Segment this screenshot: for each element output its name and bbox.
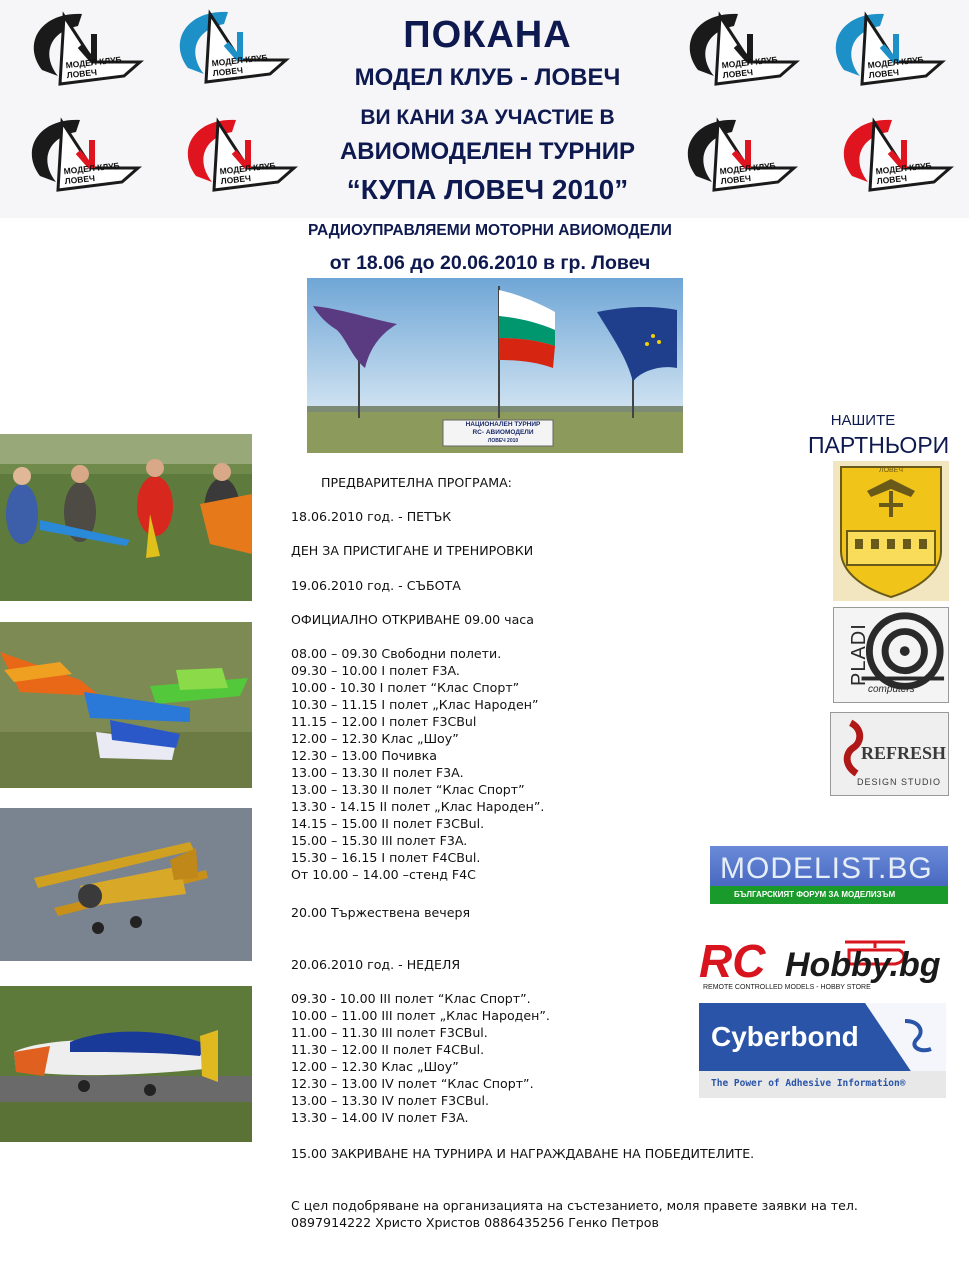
contact-line-1: С цел подобряване на организацията на състезанието, моля правете заявки на тел. <box>291 1198 858 1213</box>
logo-label-1: МОДЕЛ КЛУБ <box>219 160 277 177</box>
schedule-item: 15.00 – 15.30 III полет F3A. <box>291 833 468 848</box>
schedule-item: 13.00 – 13.30 II полет “Клас Спорт” <box>291 782 525 797</box>
invite-line: ВИ КАНИ ЗА УЧАСТИЕ В <box>360 106 615 129</box>
schedule-item: 13.30 - 14.15 II полет „Клас Народен”. <box>291 799 545 814</box>
modelist-sub: БЪЛГАРСКИЯТ ФОРУМ ЗА МОДЕЛИЗЪМ <box>734 890 896 899</box>
logo-label-2: ЛОВЕЧ <box>876 173 908 187</box>
event-name: АВИОМОДЕЛЕН ТУРНИР <box>339 138 636 165</box>
cyberbond-logo <box>699 1003 946 1098</box>
cup-name: “КУПА ЛОВЕЧ 2010” <box>346 174 629 205</box>
day3-schedule <box>291 990 550 1126</box>
logo-label-2: ЛОВЕЧ <box>868 67 900 81</box>
pladi-sub: computers <box>868 684 915 695</box>
schedule-item: 08.00 – 09.30 Свободни полети. <box>291 646 502 661</box>
cyberbond-name: Cyberbond <box>711 1021 859 1052</box>
schedule-item: 12.30 – 13.00 IV полет “Клас Спорт”. <box>291 1076 534 1091</box>
schedule-item: От 10.00 – 14.00 –стенд F4C <box>291 867 476 882</box>
club-name: МОДЕЛ КЛУБ - ЛОВЕЧ <box>354 64 621 91</box>
schedule-item: 10.00 – 11.00 III полет „Клас Народен”. <box>291 1008 550 1023</box>
contact-line-2: 0897914222 Христо Христов 0886435256 Генко Петров <box>291 1215 659 1230</box>
logo-label-1: МОДЕЛ КЛУБ <box>867 54 925 71</box>
warbird-photo <box>0 986 252 1142</box>
invitation-title: ПОКАНА <box>403 14 572 56</box>
partners-heading-1: НАШИТЕ <box>830 412 896 429</box>
club-logo-red-1 <box>174 110 302 210</box>
sign-line-3: ЛОВЕЧ 2010 <box>487 438 519 444</box>
schedule-item: 11.00 – 11.30 III полет F3CBul. <box>291 1025 488 1040</box>
schedule-item: 10.30 – 11.15 I полет „Клас Народен” <box>291 697 539 712</box>
schedule-item: 09.30 – 10.00 I полет F3A. <box>291 663 460 678</box>
logo-label-2: ЛОВЕЧ <box>212 65 244 79</box>
lovech-label: ЛОВЕЧ <box>878 467 904 474</box>
logo-label-1: МОДЕЛ КЛУБ <box>65 54 123 71</box>
logo-label-2: ЛОВЕЧ <box>64 173 96 187</box>
club-logo-blue-2 <box>822 4 950 104</box>
sign-line-1: НАЦИОНАЛЕН ТУРНИР <box>465 421 541 428</box>
schedule-item: 13.00 – 13.30 IV полет F3CBul. <box>291 1093 489 1108</box>
logo-label-2: ЛОВЕЧ <box>720 173 752 187</box>
logo-label-1: МОДЕЛ КЛУБ <box>211 52 269 69</box>
cyberbond-tag: The Power of Adhesive Information® <box>711 1078 906 1089</box>
logo-label-1: МОДЕЛ КЛУБ <box>719 160 777 177</box>
event-subtitle: РАДИОУПРАВЛЯЕМИ МОТОРНИ АВИОМОДЕЛИ <box>308 222 672 239</box>
rchobby-rest: Hobby.bg <box>785 946 941 984</box>
biplane-photo <box>0 808 252 961</box>
day2-title: 19.06.2010 год. - СЪБОТА <box>291 578 461 593</box>
day1-title: 18.06.2010 год. - ПЕТЪК <box>291 509 452 524</box>
refresh-sub: DESIGN STUDIO <box>857 777 942 787</box>
club-logo-black-red-1 <box>18 110 146 210</box>
schedule-item: 12.30 – 13.00 Почивка <box>291 748 437 763</box>
schedule-item: 13.30 – 14.00 IV полет F3A. <box>291 1110 469 1125</box>
partners-heading-2: ПАРТНЬОРИ <box>808 432 950 458</box>
club-logo-black-1 <box>20 4 148 104</box>
schedule-item: 10.00 - 10.30 I полет “Клас Спорт” <box>291 680 520 695</box>
club-logo-black-red-2 <box>674 110 802 210</box>
modelist-logo <box>710 846 948 904</box>
closing-ceremony: 15.00 ЗАКРИВАНЕ НА ТУРНИРА И НАГРАЖДАВАНЕ НА ПОБЕДИТЕЛИТЕ. <box>291 1146 755 1161</box>
logo-label-2: ЛОВЕЧ <box>722 67 754 81</box>
day2-opening: ОФИЦИАЛНО ОТКРИВАНЕ 09.00 часа <box>291 612 534 627</box>
day1-text: ДЕН ЗА ПРИСТИГАНЕ И ТРЕНИРОВКИ <box>291 543 534 558</box>
schedule-item: 14.15 – 15.00 II полет F3CBul. <box>291 816 485 831</box>
schedule-item: 12.00 – 12.30 Клас „Шоу” <box>291 731 459 746</box>
pladi-logo <box>833 607 949 703</box>
schedule-item: 12.00 – 12.30 Клас „Шоу” <box>291 1059 459 1074</box>
logo-label-2: ЛОВЕЧ <box>66 67 98 81</box>
logo-label-2: ЛОВЕЧ <box>220 173 252 187</box>
program-heading: ПРЕДВАРИТЕЛНА ПРОГРАМА: <box>321 475 512 490</box>
club-logo-blue-1 <box>166 2 294 102</box>
schedule-item: 11.30 – 12.00 II полет F4CBul. <box>291 1042 485 1057</box>
logo-label-1: МОДЕЛ КЛУБ <box>875 160 933 177</box>
rchobby-rc: RC <box>699 935 766 987</box>
refresh-name: REFRESH <box>861 743 947 763</box>
schedule-item: 11.15 – 12.00 I полет F3CBul <box>291 714 477 729</box>
dinner: 20.00 Тържествена вечеря <box>291 905 471 920</box>
logo-label-1: МОДЕЛ КЛУБ <box>721 54 779 71</box>
lovech-coat-of-arms <box>833 461 949 601</box>
schedule-item: 09.30 - 10.00 III полет “Клас Спорт”. <box>291 991 531 1006</box>
pilots-photo <box>0 434 252 601</box>
event-dates: от 18.06 до 20.06.2010 в гр. Ловеч <box>329 252 651 274</box>
club-logo-black-2 <box>676 4 804 104</box>
rchobby-logo <box>699 932 955 996</box>
pladi-name: PLADI <box>848 623 870 686</box>
modelist-name: MODELIST.BG <box>720 852 933 885</box>
flags-photo <box>307 278 683 453</box>
schedule-item: 13.00 – 13.30 II полет F3A. <box>291 765 464 780</box>
club-logo-red-2 <box>830 110 958 210</box>
schedule-item: 15.30 – 16.15 I полет F4CBul. <box>291 850 481 865</box>
refresh-logo <box>830 712 949 796</box>
logo-label-1: МОДЕЛ КЛУБ <box>63 160 121 177</box>
sign-line-2: RC- АВИОМОДЕЛИ <box>472 429 534 436</box>
rchobby-sub: REMOTE CONTROLLED MODELS - HOBBY STORE <box>703 984 871 991</box>
day3-title: 20.06.2010 год. - НЕДЕЛЯ <box>291 957 461 972</box>
day2-schedule <box>291 645 544 883</box>
models-photo <box>0 622 252 788</box>
